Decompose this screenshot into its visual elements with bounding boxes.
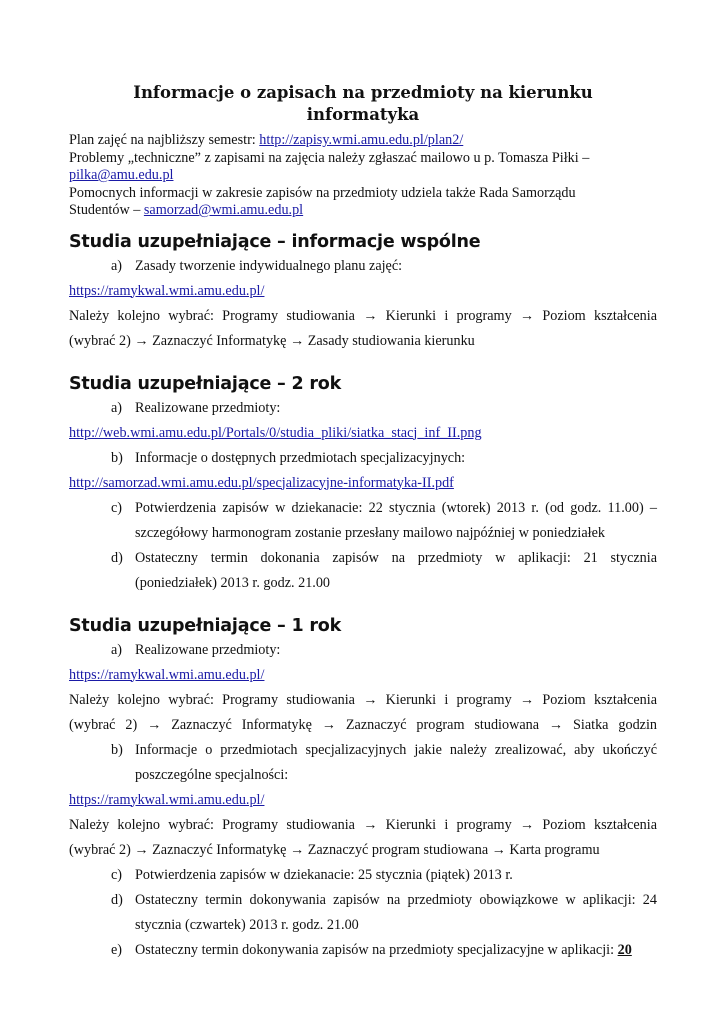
path-line: Należy kolejno wybrać: Programy studiowania → Kierunki i programy → Poziom kształcenia (69, 691, 657, 708)
list-marker: d) (111, 891, 123, 908)
list-item-text: Potwierdzenia zapisów w dziekanacie: 25 stycznia (piątek) 2013 r. (135, 866, 513, 883)
siatka-link[interactable]: http://web.wmi.amu.edu.pl/Portals/0/studia_pliki/siatka_stacj_inf_II.png (69, 424, 482, 441)
help-line-2: Studentów – samorzad@wmi.amu.edu.pl (69, 202, 304, 218)
list-marker: b) (111, 449, 123, 466)
path-line: (wybrać 2) → Zaznaczyć Informatykę → Zasady studiowania kierunku (69, 332, 475, 349)
list-marker: c) (111, 866, 123, 883)
path-line: Należy kolejno wybrać: Programy studiowania → Kierunki i programy → Poziom kształcenia (69, 816, 657, 833)
ramykwal-link[interactable]: https://ramykwal.wmi.amu.edu.pl/ (69, 666, 265, 683)
list-item (69, 496, 657, 546)
link-line (69, 788, 657, 813)
path-line: (wybrać 2) → Zaznaczyć Informatykę → Zaznaczyć program studiowana → Siatka godzin (69, 716, 657, 733)
list-item (69, 446, 657, 471)
list-item (69, 938, 657, 963)
list-item-text: Zasady tworzenie indywidualnego planu zajęć: (135, 257, 403, 274)
help-email-link[interactable]: samorzad@wmi.amu.edu.pl (143, 202, 304, 218)
list-item-text: Potwierdzenia zapisów w dziekanacie: 22 stycznia (wtorek) 2013 r. (od godz. 11.00) – szczegółowy harmonogram zostanie przesłany mailowo najpóźniej w poniedziałek (135, 499, 657, 541)
list-item-text: Ostateczny termin dokonywania zapisów na przedmioty obowiązkowe w aplikacji: 24 stycznia (czwartek) 2013 r. godz. 21.00 (135, 891, 657, 933)
path-line: Należy kolejno wybrać: Programy studiowania → Kierunki i programy → Poziom kształcenia (69, 307, 657, 324)
list-item-text: Informacje o dostępnych przedmiotach specjalizacyjnych: (135, 449, 466, 466)
list-item-text: Ostateczny termin dokonywania zapisów na przedmioty specjalizacyjne w aplikacji: 20 (135, 941, 632, 958)
list-item (69, 888, 657, 938)
link-line (69, 421, 657, 446)
problems-email-line (69, 167, 657, 185)
list-item (69, 638, 657, 663)
list-item (69, 863, 657, 888)
list-marker: a) (111, 399, 123, 416)
section-heading-common: Studia uzupełniające – informacje wspólne (69, 231, 481, 252)
intro-block (69, 132, 657, 220)
list-marker: a) (111, 257, 123, 274)
specjalizacyjne-link[interactable]: http://samorzad.wmi.amu.edu.pl/specjalizacyjne-informatyka-II.pdf (69, 474, 454, 491)
path-line: (wybrać 2) → Zaznaczyć Informatykę → Zaznaczyć program studiowana → Karta programu (69, 841, 600, 858)
link-line (69, 663, 657, 688)
list-marker: c) (111, 499, 123, 516)
section-heading-year1: Studia uzupełniające – 1 rok (69, 615, 342, 636)
list-item-text: Realizowane przedmioty: (135, 641, 281, 658)
problems-line: Problemy „techniczne” z zapisami na zajęcia należy zgłaszać mailowo u p. Tomasza Piłki – (69, 149, 590, 166)
list-marker: d) (111, 549, 123, 566)
list-item (69, 254, 657, 279)
list-item-text: Realizowane przedmioty: (135, 399, 281, 416)
list-item-text: Ostateczny termin dokonania zapisów na przedmioty w aplikacji: 21 stycznia (poniedziałek) 2013 r. godz. 21.00 (135, 549, 657, 591)
list-item-text: Informacje o przedmiotach specjalizacyjnych jakie należy zrealizować, aby ukończyć poszczególne specjalności: (135, 741, 657, 783)
plan-link[interactable]: http://zapisy.wmi.amu.edu.pl/plan2/ (259, 132, 464, 148)
document-page (69, 82, 657, 963)
plan-line (69, 132, 657, 150)
link-line (69, 471, 657, 496)
ramykwal-link[interactable]: https://ramykwal.wmi.amu.edu.pl/ (69, 791, 265, 808)
list-marker: a) (111, 641, 123, 658)
list-marker: b) (111, 741, 123, 758)
problems-email-link[interactable]: pilka@amu.edu.pl (69, 167, 174, 183)
deadline-day: 20 (617, 941, 632, 958)
link-line (69, 279, 657, 304)
list-marker: e) (111, 941, 123, 958)
plan-label: Plan zajęć na najbliższy semestr: (69, 132, 260, 148)
list-item (69, 546, 657, 596)
list-item (69, 738, 657, 788)
ramykwal-link[interactable]: https://ramykwal.wmi.amu.edu.pl/ (69, 282, 265, 299)
help-line: Pomocnych informacji w zakresie zapisów na przedmioty udziela także Rada Samorządu (69, 184, 576, 201)
document-title: Informacje o zapisach na przedmioty na kierunku informatyka (133, 83, 593, 125)
section-heading-year2: Studia uzupełniające – 2 rok (69, 373, 342, 394)
list-item (69, 396, 657, 421)
